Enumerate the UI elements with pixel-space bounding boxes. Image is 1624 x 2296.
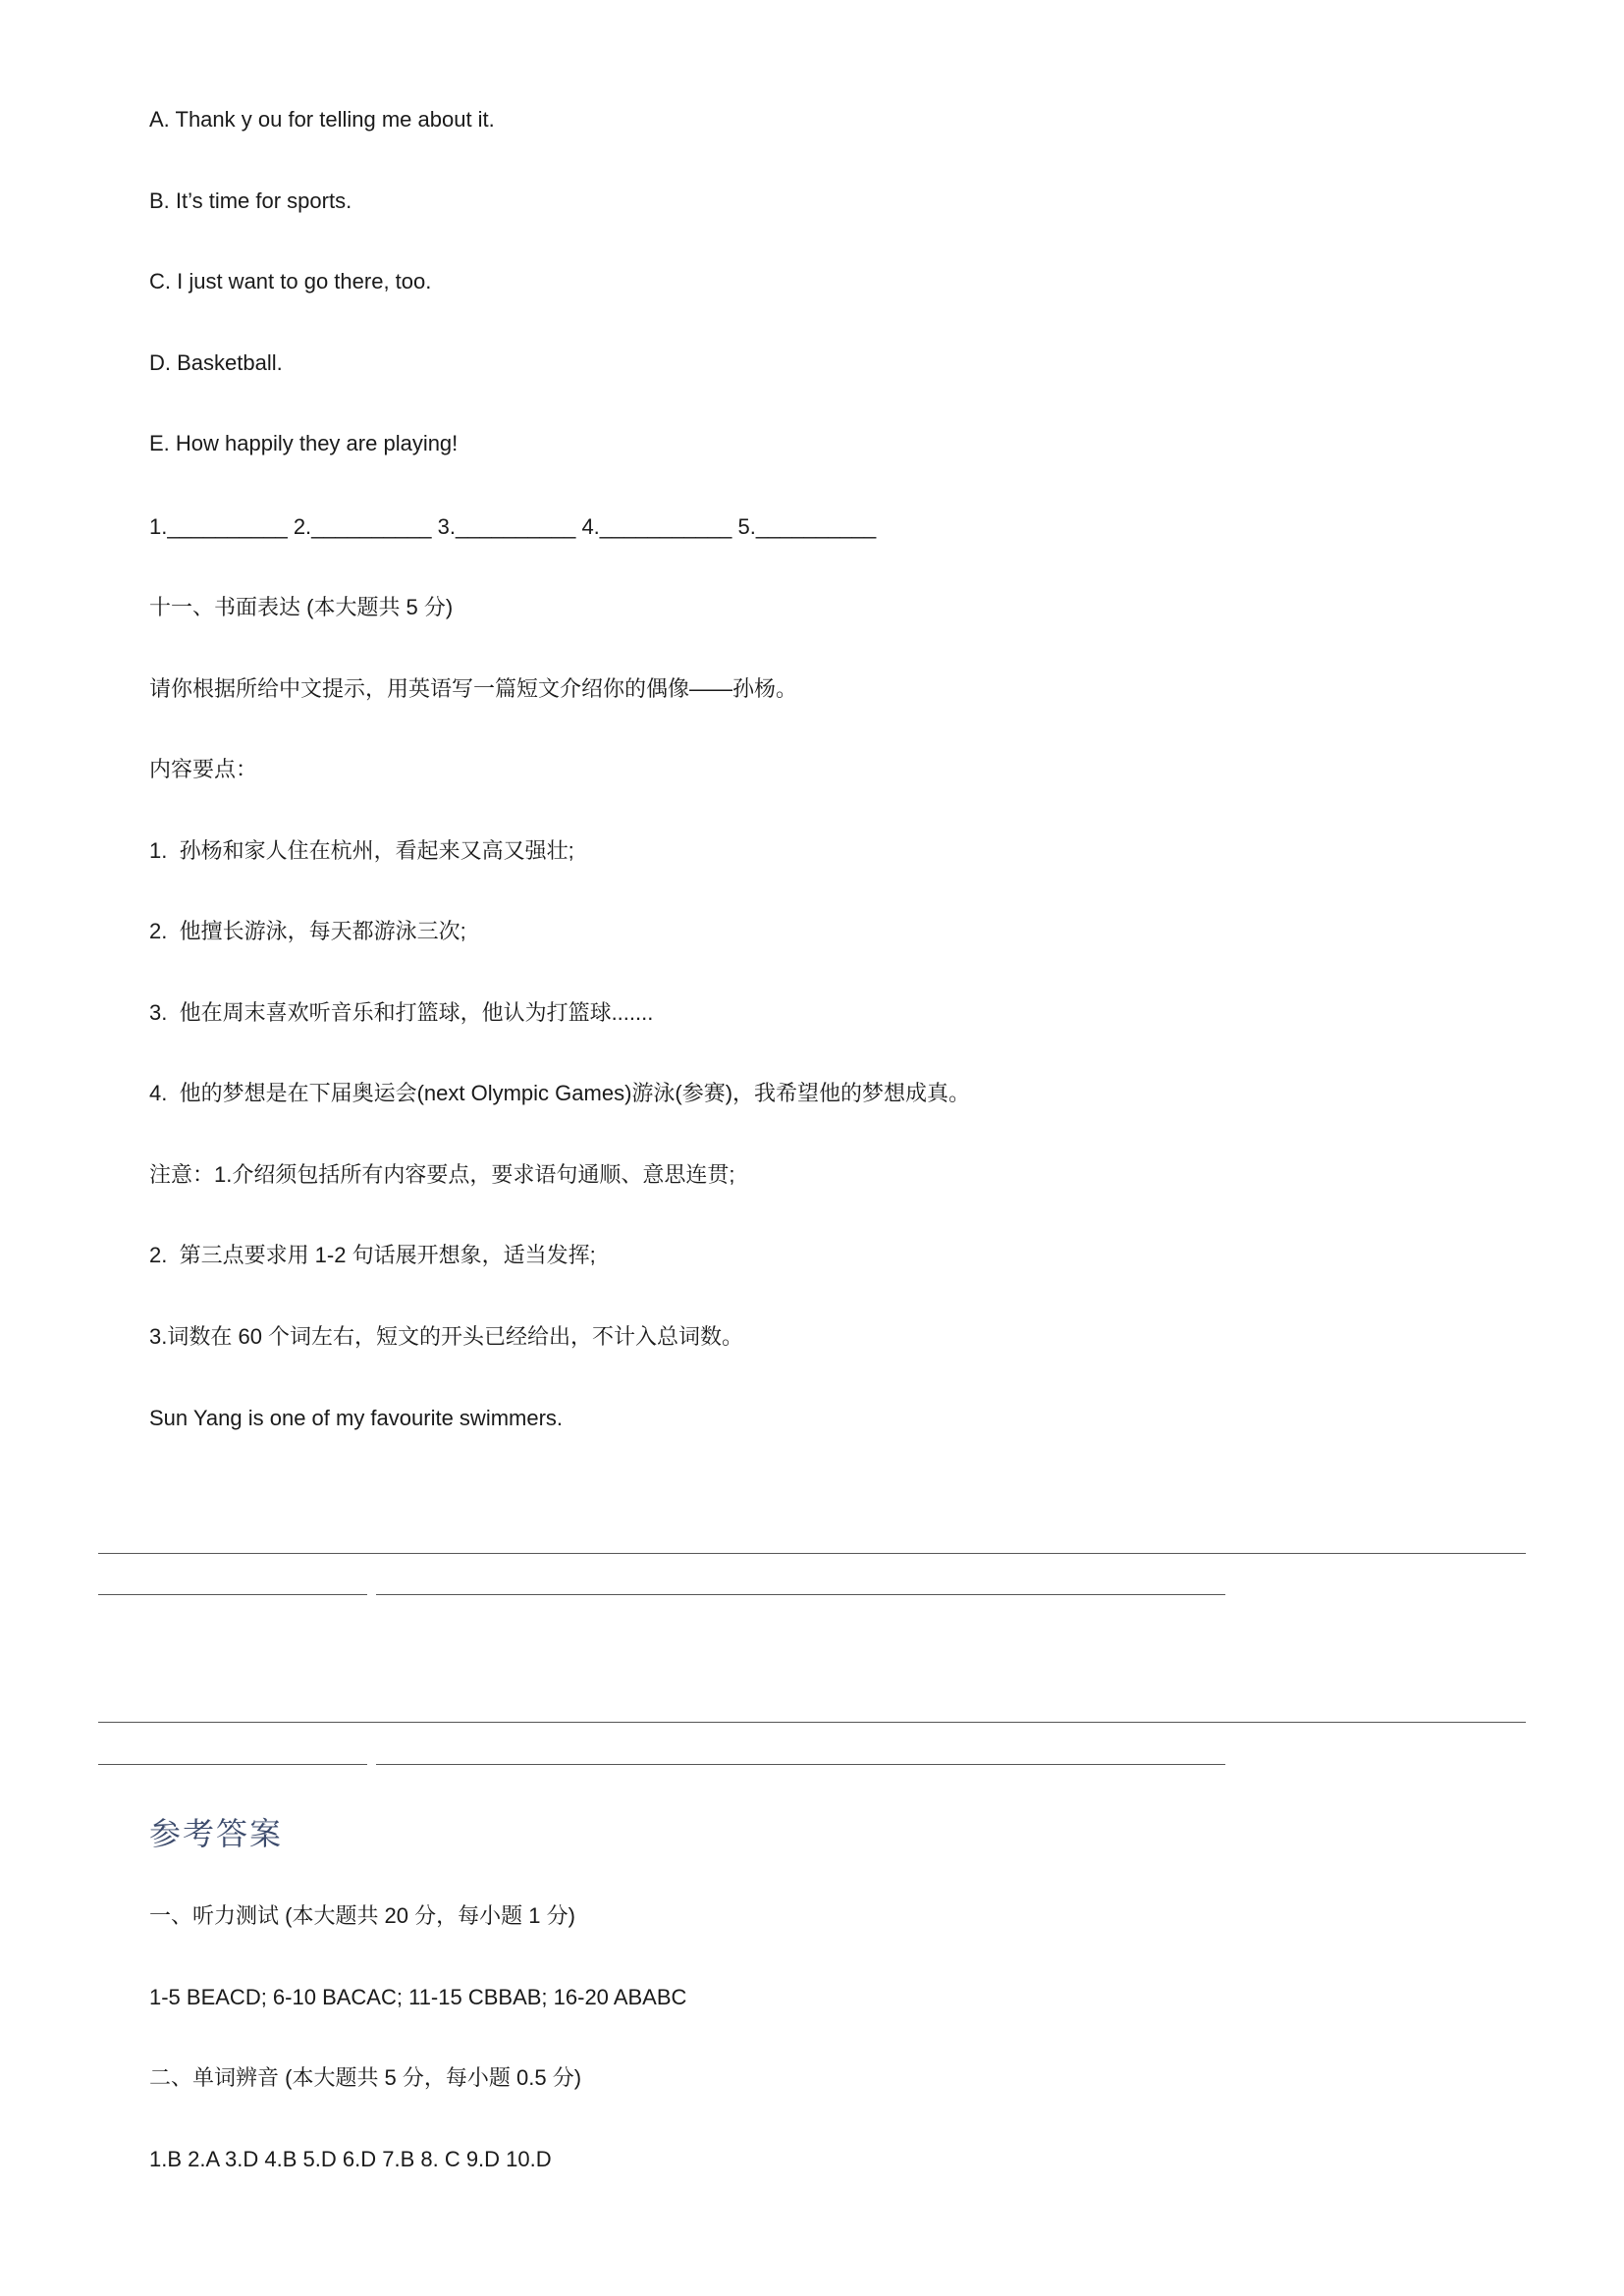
option-b: B. It’s time for sports. — [149, 188, 352, 213]
writing-note-1: 注意：1.介绍须包括所有内容要点，要求语句通顺、意思连贯; — [149, 1162, 735, 1187]
writing-line-3 — [98, 1722, 1526, 1723]
option-c: C. I just want to go there, too. — [149, 269, 432, 294]
writing-note-2: 2. 第三点要求用 1-2 句话展开想象，适当发挥; — [149, 1243, 596, 1267]
option-d: D. Basketball. — [149, 350, 283, 375]
answer-blanks: 1.__________ 2.__________ 3.__________ 4.___________ 5.__________ — [149, 514, 877, 539]
option-e: E. How happily they are playing! — [149, 431, 459, 455]
writing-instruction: 请你根据所给中文提示，用英语写一篇短文介绍你的偶像——孙杨。 — [149, 676, 798, 701]
writing-section-title: 十一、书面表达 (本大题共 5 分) — [149, 595, 454, 619]
writing-line-4a — [98, 1764, 367, 1765]
writing-points-label: 内容要点： — [149, 757, 258, 781]
answer-section-2-title: 二、单词辨音 (本大题共 5 分，每小题 0.5 分) — [149, 2065, 582, 2090]
writing-line-1 — [98, 1553, 1526, 1554]
answer-section-1-title: 一、听力测试 (本大题共 20 分，每小题 1 分) — [149, 1903, 575, 1928]
answer-section-1-content: 1-5 BEACD; 6-10 BACAC; 11-15 CBBAB; 16-20 ABABC — [149, 1985, 687, 2009]
writing-point-1: 1. 孙杨和家人住在杭州，看起来又高又强壮; — [149, 838, 574, 863]
writing-point-4: 4. 他的梦想是在下届奥运会(next Olympic Games)游泳(参赛)，我希望他的梦想成真。 — [149, 1081, 971, 1105]
option-a: A. Thank y ou for telling me about it. — [149, 107, 495, 132]
writing-opening-sentence: Sun Yang is one of my favourite swimmers. — [149, 1406, 564, 1430]
answer-section-2-content: 1.B 2.A 3.D 4.B 5.D 6.D 7.B 8. C 9.D 10.D — [149, 2147, 552, 2171]
writing-line-2b — [376, 1594, 1225, 1595]
writing-line-2a — [98, 1594, 367, 1595]
writing-note-3: 3.词数在 60 个词左右，短文的开头已经给出，不计入总词数。 — [149, 1324, 744, 1349]
writing-point-2: 2. 他擅长游泳，每天都游泳三次; — [149, 919, 466, 943]
answers-heading: 参考答案 — [149, 1816, 284, 1851]
writing-point-3: 3. 他在周末喜欢听音乐和打篮球，他认为打篮球....... — [149, 1000, 654, 1025]
writing-line-4b — [376, 1764, 1225, 1765]
